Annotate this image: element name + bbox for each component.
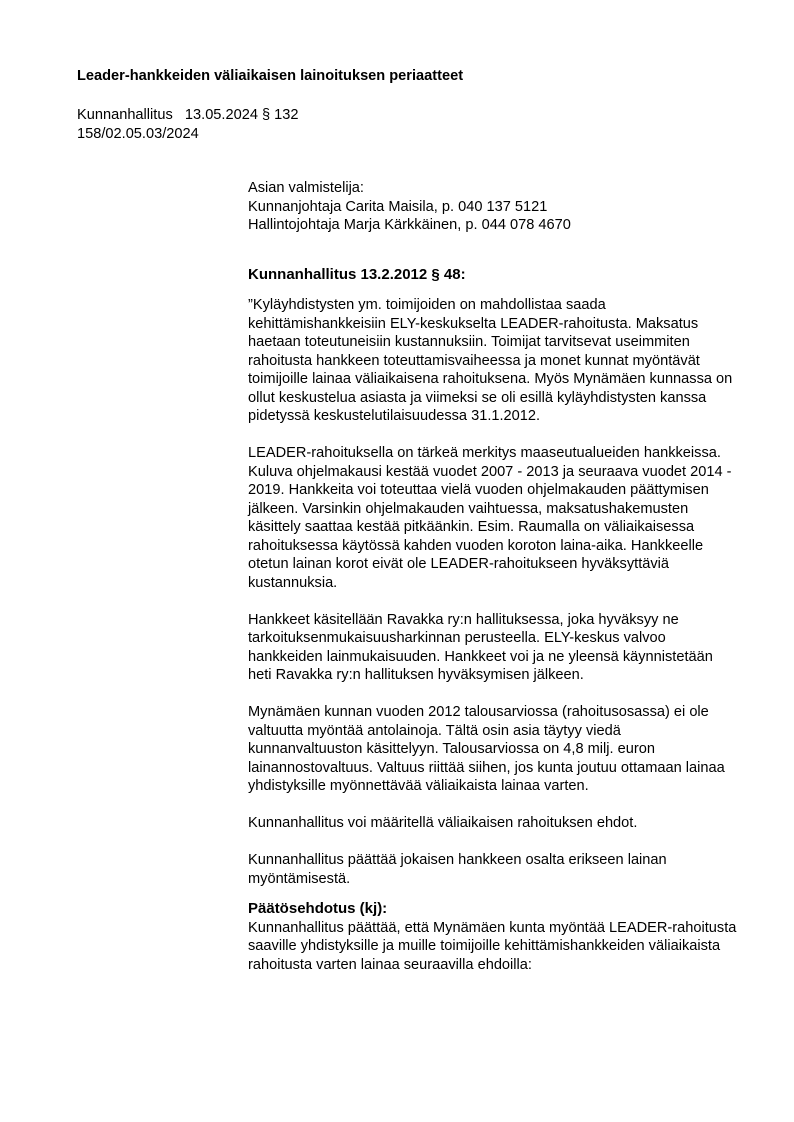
document-title: Leader-hankkeiden väliaikaisen lainoituksen periaatteet: [77, 68, 464, 84]
preparer-heading: Asian valmistelija:: [248, 180, 364, 196]
proposal-heading: Päätösehdotus (kj):: [248, 900, 388, 917]
preparer-line-1: Kunnanjohtaja Carita Maisila, p. 040 137 5121: [248, 198, 548, 215]
body-column: [248, 179, 738, 974]
paragraph: Hankkeet käsitellään Ravakka ry:n hallituksessa, joka hyväksyy ne tarkoituksenmukaisuusharkinnan perusteella. ELY-keskus valvoo hankkeiden lainmukaisuuden. Hankkeet voi ja ne yleensä käynnistetään heti Ravakka ry:n hallituksen hyväksymisen jälkeen.: [248, 611, 713, 683]
preparer-line-2: Hallintojohtaja Marja Kärkkäinen, p. 044 078 4670: [248, 217, 571, 233]
paragraph: LEADER-rahoituksella on tärkeä merkitys maaseutualueiden hankkeissa. Kuluva ohjelmakausi kestää vuodet 2007 - 2013 ja seuraava vuodet 2014 - 2019. Hankkeita voi toteuttaa vielä vuoden ohjelmakauden päättymisen jälkeen. Varsinkin ohjelmakauden vaihtuessa, maksatushakemusten käsittely saattaa kestää pitkäänkin. Esim. Raumalla on väliaikaisessa rahoituksessa käytössä kahden vuoden koroton laina-aika. Hankkeelle otetun lainan korot eivät ole LEADER-rahoitukseen hyväksyttäviä kustannuksia.: [248, 445, 732, 591]
paragraph: Kunnanhallitus voi määritellä väliaikaisen rahoituksen ehdot.: [248, 815, 638, 831]
proposal-text: Kunnanhallitus päättää, että Mynämäen kunta myöntää LEADER-rahoitusta saaville yhdistyksille ja muille toimijoille kehittämishankkeiden väliaikaista rahoitusta varten lainaa seuraavilla ehdoilla:: [248, 919, 737, 973]
paragraph: Mynämäen kunnan vuoden 2012 talousarviossa (rahoitusosassa) ei ole valtuutta myöntää antolainoja. Tältä osin asia täytyy viedä kunnanvaltuuston käsittelyyn. Talousarviossa on 4,8 milj. euron lainannostovaltuus. Valtuus riittää siihen, jos kunta joutuu ottamaan lainaa yhdistyksille myönnettävää väliaikaista lainaa varten.: [248, 704, 725, 794]
case-number: 158/02.05.03/2024: [77, 125, 199, 142]
paragraph: ”Kyläyhdistysten ym. toimijoiden on mahdollistaa saada kehittämishankkeisiin ELY-keskukselta LEADER-rahoitusta. Maksatus haetaan toteutuneisiin kustannuksiin. Toimijat tarvitsevat useimmiten rahoitusta hankkeen toteuttamisvaiheessa ja monet kunnat myöntävät toimijoille lainaa väliaikaisena rahoituksena. Myös Mynämäen kunnassa on ollut keskustelua asiasta ja viimeksi se oli esillä kyläyhdistysten kanssa pidetyssä keskustelutilaisuudessa 31.1.2012.: [248, 297, 733, 424]
meeting-meta: [77, 106, 299, 143]
section-heading: Kunnanhallitus 13.2.2012 § 48:: [248, 265, 466, 283]
meeting-line: Kunnanhallitus 13.05.2024 § 132: [77, 107, 299, 123]
paragraph: Kunnanhallitus päättää jokaisen hankkeen osalta erikseen lainan myöntämisestä.: [248, 852, 667, 887]
